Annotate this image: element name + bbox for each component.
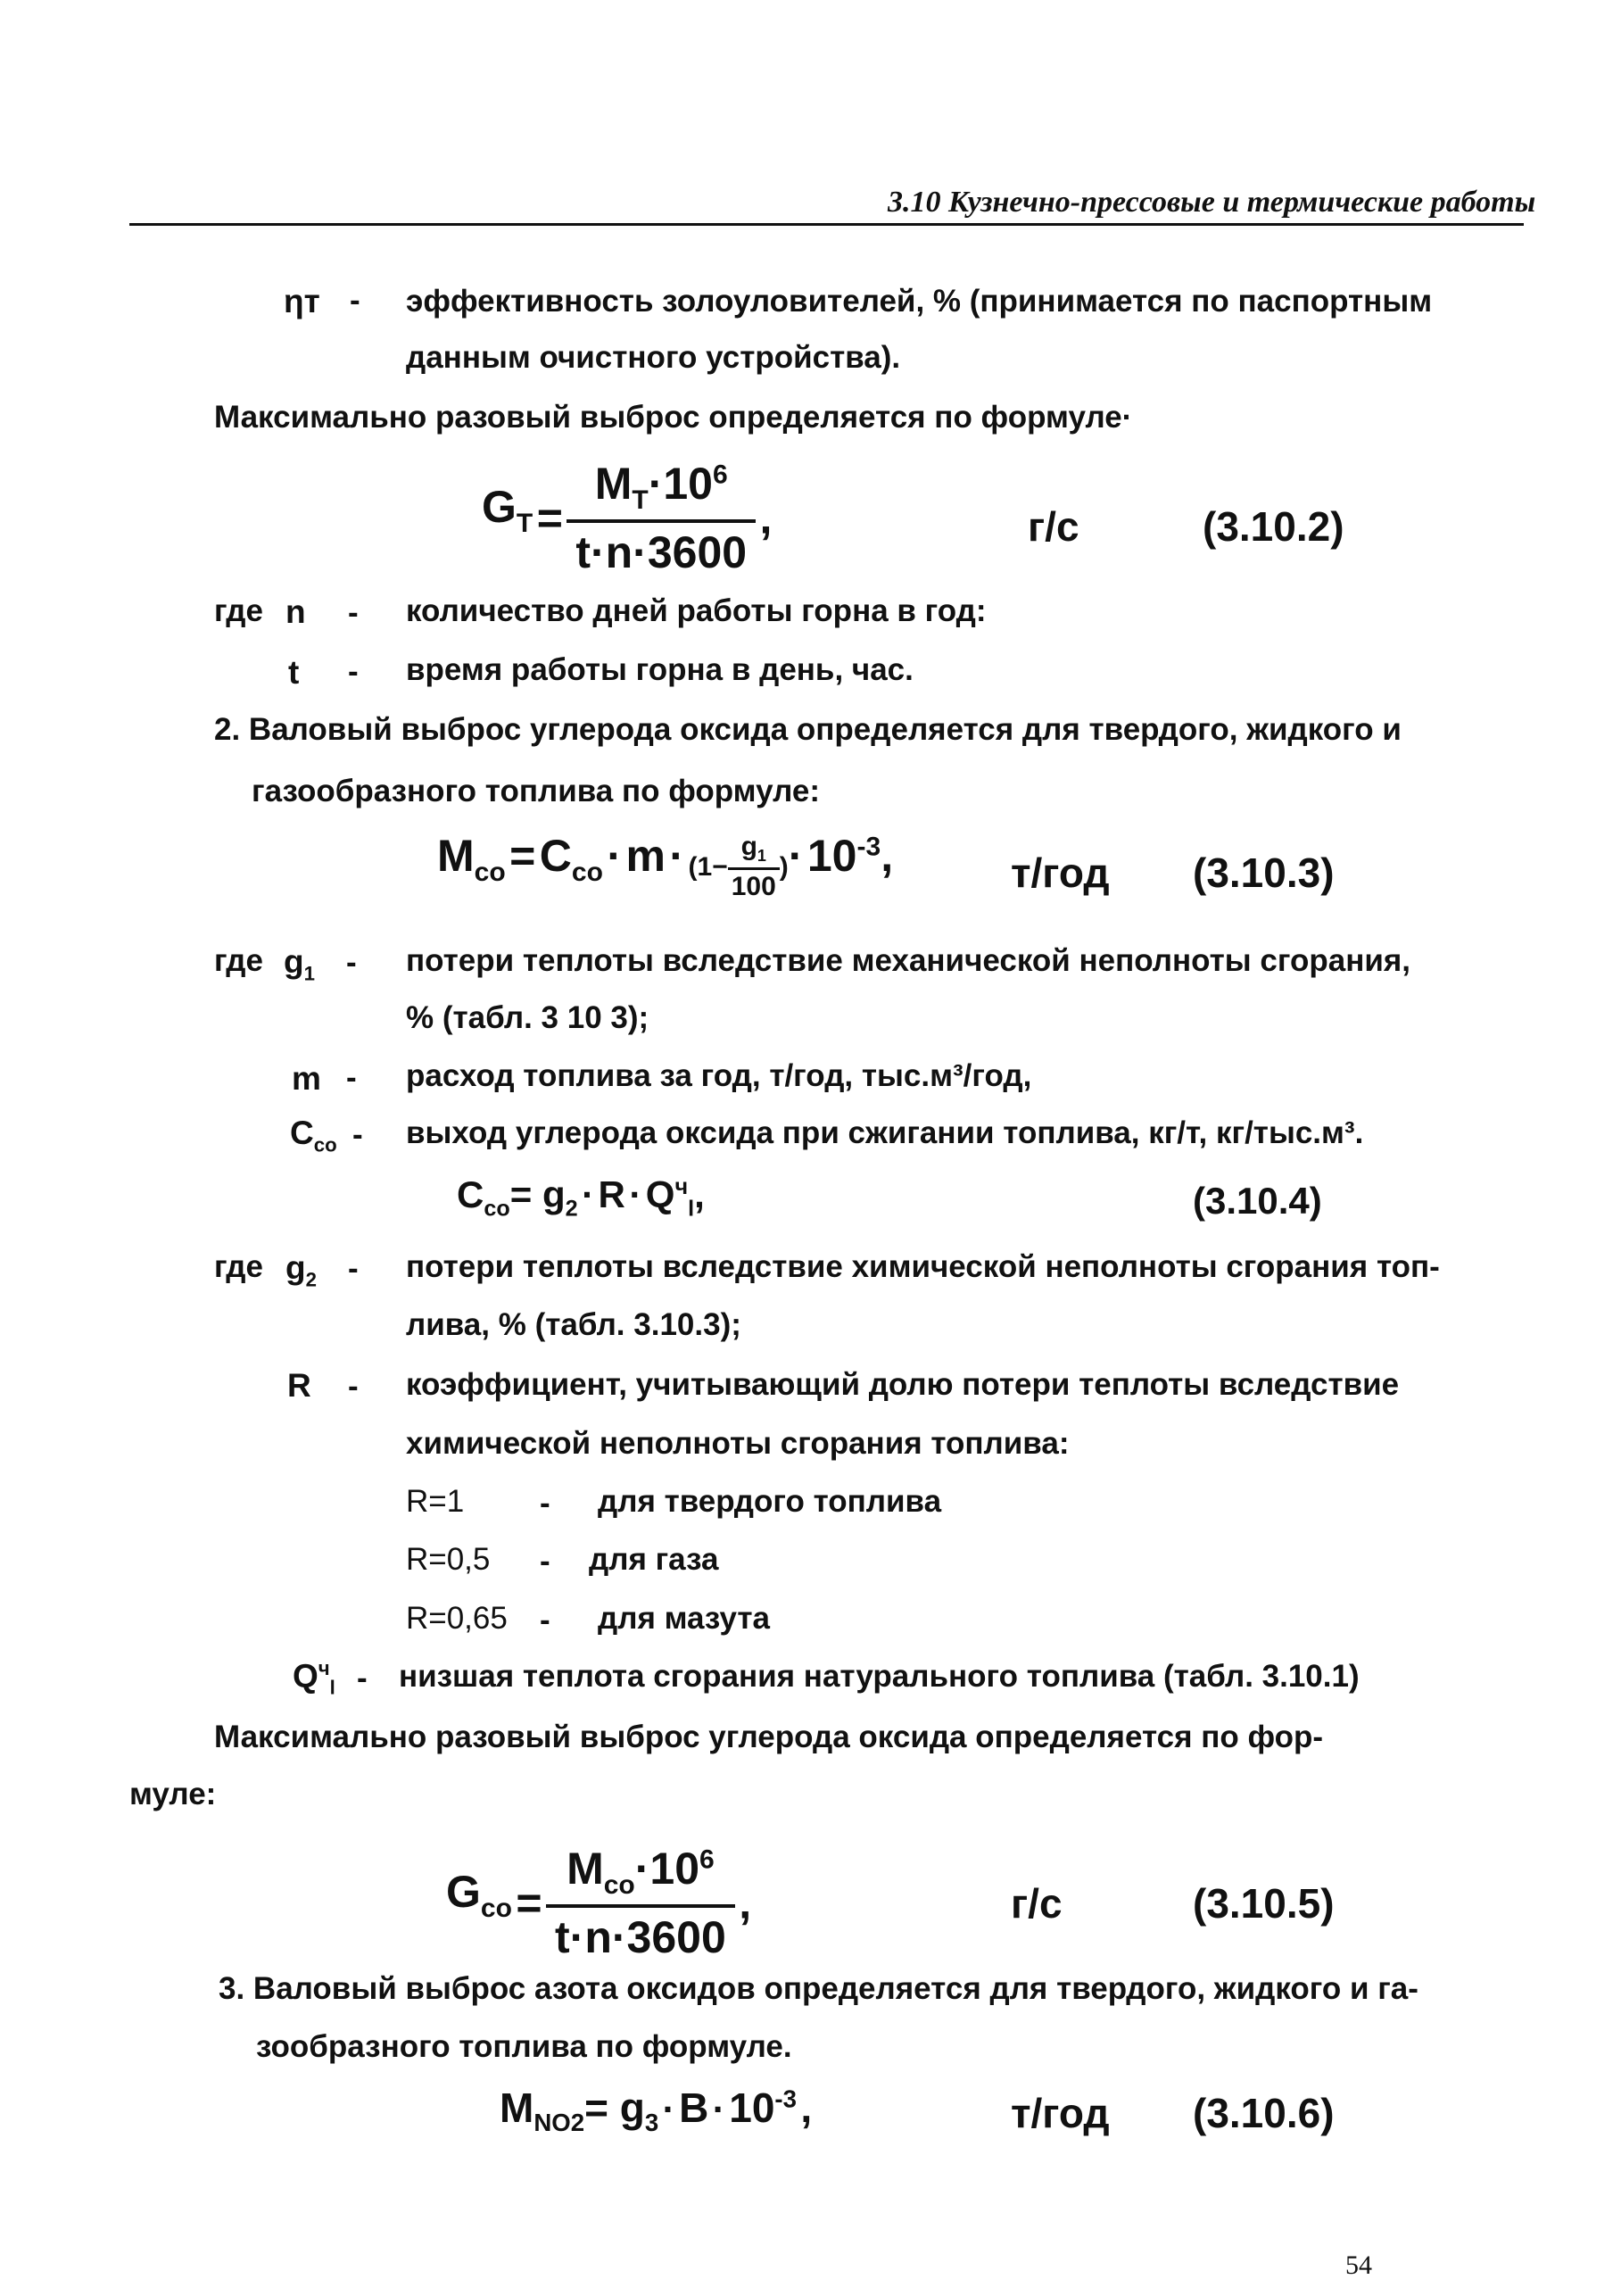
def-dash: - bbox=[350, 283, 360, 318]
item2-line2: газообразного топлива по формуле: bbox=[252, 774, 821, 808]
eq3-unit: т/год bbox=[1011, 850, 1110, 896]
where-label-3: где bbox=[214, 1249, 263, 1284]
r-dash-solid: - bbox=[540, 1486, 550, 1521]
eq6-unit: т/год bbox=[1011, 2090, 1110, 2136]
where1-sym-t: t bbox=[288, 654, 300, 691]
where3-r-line1: коэффициент, учитывающий долю потери теплоты вследствие bbox=[406, 1367, 1400, 1402]
q-text: низшая теплота сгорания натурального топлива (табл. 3.10.1) bbox=[399, 1659, 1360, 1694]
equation-3-10-2: $G_T$ = $\frac{M_T\cdot 10^6}{t\cdot n\cdot 3600}$ , bbox=[482, 459, 773, 577]
r-text-mazut: для мазута bbox=[598, 1601, 770, 1636]
eq3-number: (3.10.3) bbox=[1193, 850, 1335, 896]
where3-g2-line2: лива, % (табл. 3.10.3); bbox=[406, 1307, 741, 1342]
para-max2-line2: муле: bbox=[129, 1777, 217, 1811]
equation-3-10-5: $G_{co}$ = $\frac{M_{co}\cdot 10^6}{t\cdot n\cdot 3600}$ , bbox=[446, 1844, 752, 1962]
eq5-numerator: $M_{co}\cdot 10^6$ bbox=[546, 1843, 735, 1908]
para-max-release: Максимально разовый выброс определяется по формуле· bbox=[214, 400, 1133, 435]
item2-line1: 2. Валовый выброс углерода оксида определяется для твердого, жидкого и bbox=[214, 712, 1402, 747]
eq6-b: B bbox=[679, 2085, 709, 2131]
def-symbol-eta: ηт bbox=[284, 283, 320, 319]
equation-3-10-6: $M_{NO2}= g_3 \cdot B \cdot 10^{-3}$ , bbox=[500, 2085, 813, 2137]
item3-line2: зообразного топлива по формуле. bbox=[256, 2029, 792, 2064]
equation-3-10-3: $M_{co} = C_{co} \cdot m \cdot (1-$ $\frac{g_1}{100}$ )· $10^{-3}$, bbox=[437, 831, 894, 902]
page-number: 54 bbox=[1345, 2250, 1372, 2280]
eq4-number: (3.10.4) bbox=[1193, 1180, 1322, 1222]
where2-cco-text: выход углерода оксида при сжигании топлива, кг/т, кг/тыс.м³. bbox=[406, 1115, 1364, 1150]
eq3-pow: $10^{-3}$ bbox=[806, 831, 881, 881]
def-eta-line2: данным очистного устройства). bbox=[406, 340, 901, 375]
q-symbol: $Q^ч_l$ bbox=[293, 1657, 335, 1699]
eq6-pow: $10^{-3}$ bbox=[729, 2085, 797, 2131]
running-header: 3.10 Кузнечно-прессовые и термические работы bbox=[888, 186, 1536, 219]
eq3-c: $C_{co}$ bbox=[539, 831, 603, 887]
where2-g1-line1: потери теплоты вследствие механической неполноты сгорания, bbox=[406, 943, 1411, 978]
eq5-lhs: $G_{co}$ bbox=[446, 1866, 512, 1923]
r-text-solid: для твердого топлива bbox=[598, 1484, 942, 1519]
where-label-1: где bbox=[214, 593, 263, 628]
eq4-q: $Q^ч_l$ bbox=[645, 1173, 695, 1222]
header-rule bbox=[129, 223, 1524, 226]
eq3-m: m bbox=[625, 831, 666, 881]
para-max2-line1: Максимально разовый выброс углерода оксида определяется по фор- bbox=[214, 1720, 1324, 1754]
eq4-lhs: $C_{co}$ bbox=[457, 1173, 510, 1222]
where3-r-line2: химической неполноты сгорания топлива: bbox=[406, 1426, 1070, 1461]
where1-sym-n: n bbox=[285, 593, 306, 630]
eq6-number: (3.10.6) bbox=[1193, 2090, 1335, 2136]
where3-sym-r: R bbox=[287, 1367, 311, 1404]
where2-dash-cco: - bbox=[352, 1117, 363, 1152]
where1-text-n: количество дней работы горна в год: bbox=[406, 593, 987, 628]
where3-dash-g2: - bbox=[348, 1251, 359, 1286]
r-value-mazut: R=0,65 bbox=[406, 1601, 508, 1636]
eq3-lhs: $M_{co}$ bbox=[437, 831, 506, 887]
eq2-numerator: $M_T\cdot 10^6$ bbox=[567, 458, 756, 523]
q-dash: - bbox=[357, 1661, 368, 1695]
eq2-unit: г/с bbox=[1028, 503, 1079, 550]
where-label-2: где bbox=[214, 943, 263, 978]
eq5-unit: г/с bbox=[1011, 1880, 1063, 1927]
where1-dash-t: - bbox=[348, 654, 359, 689]
r-dash-mazut: - bbox=[540, 1603, 550, 1637]
eq2-number: (3.10.2) bbox=[1203, 503, 1344, 550]
eq2-fraction bbox=[567, 458, 756, 578]
where2-dash-g1: - bbox=[346, 945, 357, 980]
eq5-fraction bbox=[546, 1843, 735, 1963]
equation-3-10-4: $C_{co}= g_2 \cdot R \cdot Q^ч_l$, bbox=[457, 1173, 705, 1222]
eq5-number: (3.10.5) bbox=[1193, 1880, 1335, 1927]
where1-dash-n: - bbox=[348, 595, 359, 630]
r-value-solid: R=1 bbox=[406, 1484, 465, 1519]
where3-g2-line1: потери теплоты вследствие химической неполноты сгорания топ- bbox=[406, 1249, 1440, 1284]
item3-line1: 3. Валовый выброс азота оксидов определяется для твердого, жидкого и га- bbox=[219, 1971, 1418, 2006]
where2-m-text: расход топлива за год, т/год, тыс.м³/год, bbox=[406, 1058, 1032, 1093]
where2-sym-m: m bbox=[292, 1060, 321, 1097]
r-dash-gas: - bbox=[540, 1544, 550, 1579]
eq3-fraction: $\frac{g_1}{100}$ bbox=[728, 832, 780, 902]
def-eta-line1: эффективность золоуловителей, % (принимается по паспортным bbox=[406, 284, 1433, 319]
r-value-gas: R=0,5 bbox=[406, 1542, 491, 1577]
eq4-r: R bbox=[598, 1173, 625, 1215]
where2-sym-cco: $C_{co}$ bbox=[290, 1115, 337, 1156]
where3-dash-r: - bbox=[348, 1369, 359, 1404]
where2-g1-line2: % (табл. 3 10 3); bbox=[406, 1000, 649, 1035]
r-text-gas: для газа bbox=[589, 1542, 719, 1577]
where1-text-t: время работы горна в день, час. bbox=[406, 652, 914, 687]
eq5-denominator: t·n·3600 bbox=[555, 1912, 726, 1962]
eq6-lhs: $M_{NO2}$ bbox=[500, 2085, 585, 2137]
where2-dash-m: - bbox=[346, 1060, 357, 1095]
eq2-lhs: $G_T$ bbox=[482, 481, 533, 538]
eq2-denominator: t·n·3600 bbox=[575, 527, 748, 577]
where2-sym-g1: $g_1$ bbox=[284, 943, 315, 985]
where3-sym-g2: $g_2$ bbox=[285, 1249, 317, 1291]
